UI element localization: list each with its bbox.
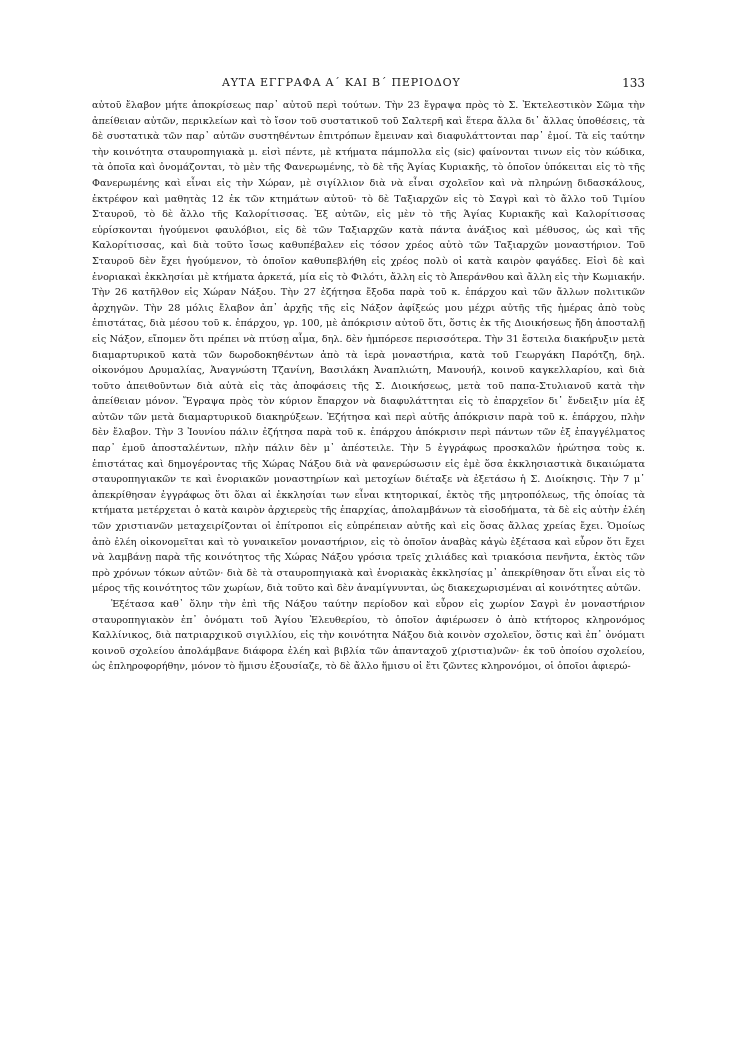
paragraph: αὐτοῦ ἔλαβον μήτε ἀποκρίσεως παρ᾽ αὐτοῦ περὶ τούτων. Τὴν 23 ἔγραψα πρὸς τὸ Σ. Ἐκτελεστικὸν Σῶμα τὴν ἀπείθειαν αὐτῶν, περικλείων καὶ τὸ ἴσον τοῦ συστατικοῦ τοῦ Σαλτερῆ καὶ ἕτερα ἄλλα δι᾽ ἄλλας ὑποθέσεις, τὰ δὲ συστατικὰ τῶν παρ᾽ αὐτῶν συστηθέντων ἐπιτρόπων ἔμειναν καὶ διαφυλάττονται παρ᾽ ἐμοί. Τὰ εἰς ταύτην τὴν κοινότητα σταυροπηγιακὰ μ. εἰσὶ πέντε, μὲ κτήματα πάμπολλα εἰς (sic) φαίνονται τινων εἰς τὸν κώδικα, τὰ ὁποῖα καὶ ὀνομάζονται, τὸ μὲν τῆς Φανερωμένης, τὸ δὲ τῆς Ἁγίας Κυριακῆς, τὸ ὁποῖον ὑπόκειται εἰς τὸ τῆς Φανερωμένης καὶ εἶναι εἰς τὴν Χώραν, μὲ σιγίλλιον διὰ νὰ εἶναι σχολεῖον καὶ νὰ πληρώνῃ διδασκάλους, ἐκτρέφον καὶ μαθητὰς 12 ἐκ τῶν κτημάτων αὐτοῦ· τὸ δὲ Ταξιαρχῶν εἰς τὸ Σαγρὶ καὶ τὸ ἄλλο τοῦ Τιμίου Σταυροῦ, τὸ δὲ ἄλλο τῆς Καλορίτισσας. Ἐξ αὐτῶν, εἰς μὲν τὸ τῆς Ἁγίας Κυριακῆς καὶ Καλορίτισσας εὑρίσκονται ἡγούμενοι φαυλόβιοι, εἰς δὲ τῶν Ταξιαρχῶν κατὰ πάντα ἀνάξιος καὶ μέθυσος, ὡς καὶ τῆς Καλορίτισσας, καὶ διὰ τοῦτο ἴσως καθυπέβαλεν εἰς τόσον χρέος αὐτὸ τῶν Ταξιαρχῶν μοναστήριον. Τοῦ Σταυροῦ δὲν ἔχει ἡγούμενον, τὸ ὁποῖον καθυπεβλήθη εἰς χρέος πολὺ οἱ κατὰ καιρὸν φαγάδες. Εἰσὶ δὲ καὶ ἐνοριακαὶ ἐκκλησίαι μὲ κτήματα ἀρκετά, μία εἰς τὸ Φιλότι, ἄλλη εἰς τὸ Ἀπεράνθου καὶ ἄλλη εἰς τὴν Κωμιακήν. Τὴν 26 κατῆλθον εἰς Χώραν Νάξου. Τὴν 27 ἐζήτησα ἔξοδα παρὰ τοῦ κ. ἐπάρχου καὶ τῶν ἄλλων πολιτικῶν ἀρχηγῶν. Τὴν 28 μόλις ἔλαβον ἀπ᾽ ἀρχῆς τῆς εἰς Νάξον ἀφίξεώς μου μέχρι αὐτῆς τῆς ἡμέρας ἀπὸ τοὺς ἐπιστάτας, διὰ μέσου τοῦ κ. ἐπάρχου, γρ. 100, μὲ ἀπόκρισιν αὐτοῦ ὅτι, ὅστις ἐκ τῆς Διοικήσεως ἤδη ἀποσταλῇ εἰς Νάξον, εἴπομεν ὅτι πρέπει νὰ πτύσῃ αἷμα, δηλ. δὲν ἠμπόρεσε περισσότερα. Τὴν 31 ἔστειλα διακήρυξιν μετὰ διαμαρτυρικοῦ κατὰ τῶν δωροδοκηθέντων ἀπὸ τὰ ἱερὰ μοναστήρια, κατὰ τοῦ Γεωργάκη Παρότζη, δηλ. οἰκονόμου Δρυμαλίας, Ἀναγνώστη Τζανίνη, Βασιλάκη Ἀναπλιώτη, Μανουήλ, κοινοῦ καγκελλαρίου, καὶ διὰ τοῦτο ἀπειθοῦντων διὰ αὐτὰ εἰς τὰς ἀποφάσεις τῆς Σ. Διοικήσεως, μετὰ τοῦ παπα-Στυλιανοῦ κατὰ τὴν ἀπείθειαν μόνον. Ἔγραψα πρὸς τὸν κύριον ἔπαρχον νὰ διαφυλάττηται εἰς τὸ ἐπαρχεῖον δι᾽ ἔνδειξιν μία ἐξ αὐτῶν τῶν μετὰ διαμαρτυρικοῦ διακηρύξεων. Ἐζήτησα καὶ περὶ αὐτῆς ἀπόκρισιν παρὰ τοῦ κ. ἐπάρχου, πλὴν δὲν ἔλαβον. Τὴν 3 Ἰουνίου πάλιν ἐζήτησα παρὰ τοῦ κ. ἐπάρχου ἀπόκρισιν περὶ πάντων τῶν ἐξ ἐπαγγέλματος παρ᾽ ἐμοῦ ἀποσταλέντων, πλὴν πάλιν δὲν μ᾽ ἀπέστειλε. Τὴν 5 ἐγγράφως προσκαλῶν ἠρώτησα τοὺς κ. ἐπιστάτας καὶ δημογέροντας τῆς Χώρας Νάξου διὰ νὰ φανερώσωσιν εἰς ἐμὲ ὅσα ἐκκλησιαστικὰ δικαιώματα σταυροπηγιακῶν τε καὶ ἐνοριακῶν μοναστηρίων καὶ μετοχίων διέταξε νὰ ἐξετάσω ἡ Σ. Διοίκησις. Τὴν 7 μ᾽ ἀπεκρίθησαν ἐγγράφως ὅτι ὅλαι αἱ ἐκκλησίαι των εἶναι κτητορικαί, ἐκτὸς τῆς μητροπόλεως, τῆς ὁποίας τὰ κτήματα μετέρχεται ὁ κατὰ καιρὸν ἀρχιερεὺς τῆς ἐπαρχίας, ἀπολαμβάνων τὰ εἰσοδήματα, τὰ δὲ εἰς αὐτὴν ἐλέη τῶν χριστιανῶν μεταχειρίζονται οἱ ἐπίτροποι εἰς εὐπρέπειαν αὐτῆς καὶ εἰς ὅσας ἄλλας χρείας ἔχει. Ὁμοίως ἀπὸ ἐλέη οἰκονομεῖται καὶ τὸ γυναικεῖον μοναστήριον, εἰς τὸ ὁποῖον ἀναβὰς κἀγὼ ἐξέτασα καὶ εὗρον ὅτι ἔχει νὰ λαμβάνῃ παρὰ τῆς κοινότητος τῆς Χώρας Νάξου γρόσια τρεῖς χιλιάδες καὶ τριακόσια πενῆντα, ἐκτὸς τῶν πρὸ χρόνων τόκων αὐτῶν· διὰ δὲ τὰ σταυροπηγιακὰ καὶ ἐνοριακὰς ἐκκλησίας μ᾽ ἀπεκρίθησαν ὅτι εἶναι εἰς τὸ μέρος τῆς κοινότητος τῶν χωρίων, διὰ τοῦτο καὶ δὲν ἀναμίγνυνται, ὡς διακεχωρισμέναι αἱ κοινότητες αὐτῶν.: [92, 100, 645, 595]
page-number: 133: [622, 76, 645, 90]
body-text: [92, 98, 645, 675]
running-head: ΑΥΤΑ ΕΓΓΡΑΦΑ Α΄ ΚΑΙ Β΄ ΠΕΡΙΟΔΟΥ: [222, 76, 461, 89]
page-header: [92, 76, 645, 92]
paragraph: Ἐξέτασα καθ᾽ ὅλην τὴν ἐπὶ τῆς Νάξου ταύτην περίοδον καὶ εὗρον εἰς χωρίον Σαγρὶ ἐν μοναστήριον σταυροπηγιακὸν ἐπ᾽ ὀνόματι τοῦ Ἁγίου Ἐλευθερίου, τὸ ὁποῖον ἀφιέρωσεν ὁ ἀπὸ κτήτορος κληρονόμος Καλλίνικος, διὰ πατριαρχικοῦ σιγιλλίου, εἰς τὴν κοινότητα Νάξου διὰ κοινὸν σχολεῖον, ὅστις καὶ ἐπ᾽ ὀνόματι κοινοῦ σχολείου ἀπολάμβανε διάφορα ἐλέη καὶ βιβλία τῶν ἀπανταχοῦ χ(ριστια)νῶν· ἐκ τοῦ ὁποίου σχολείου, ὡς ἐπληροφορήθην, μόνον τὸ ἥμισυ ἐξουσίαζε, τὸ δὲ ἄλλο ἥμισυ οἱ ἔτι ζῶντες κληρονόμοι, οἱ ὁποῖοι ἀφιερώ-: [92, 599, 645, 673]
